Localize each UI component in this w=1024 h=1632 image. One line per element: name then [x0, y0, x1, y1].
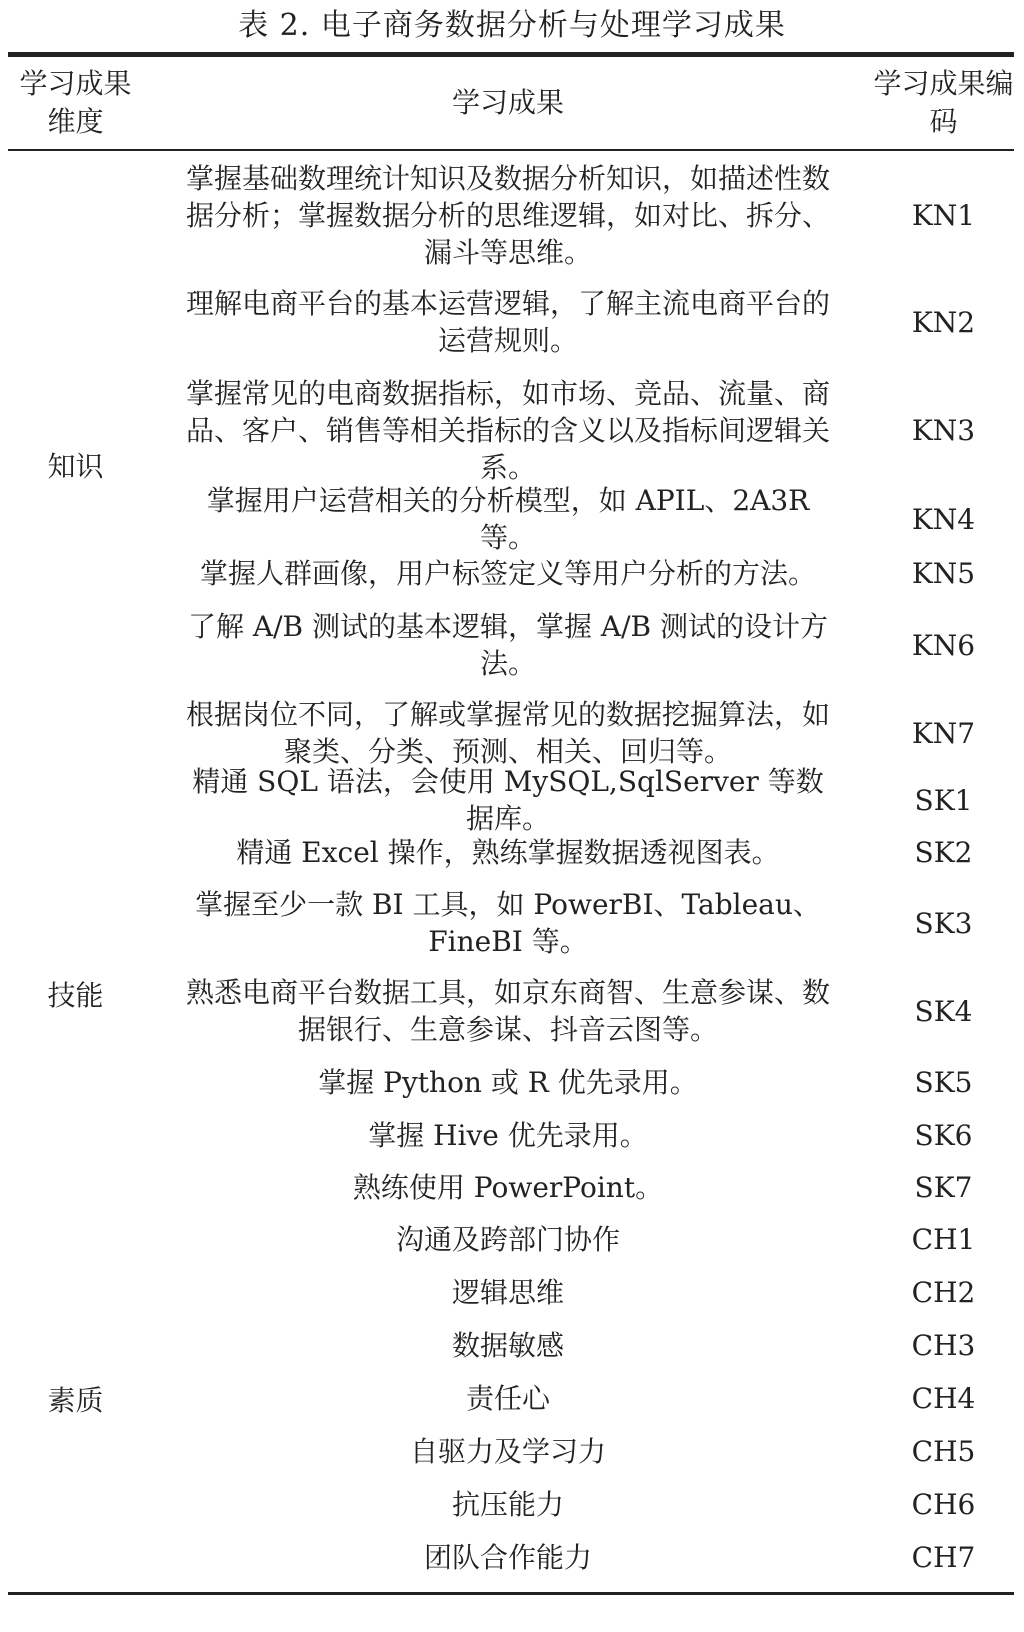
table-body [8, 151, 1014, 1584]
code-cell: KN1 [911, 198, 976, 232]
table-header [8, 57, 1014, 149]
header-code: 学习成果编码 [873, 67, 1014, 138]
group-skills [8, 765, 1014, 1213]
table-row [143, 825, 1014, 879]
outcome-cell: 根据岗位不同，了解或掌握常见的数据挖掘算法，如聚类、分类、预测、相关、回归等。 [185, 698, 830, 768]
table-row [143, 1372, 1014, 1425]
group-rows-skills [143, 765, 1014, 1213]
table-row [143, 879, 1014, 967]
group-label-skills: 技能 [47, 979, 104, 1012]
outcome-cell: 理解电商平台的基本运营逻辑，了解主流电商平台的运营规则。 [185, 287, 830, 357]
table-row [143, 275, 1014, 369]
outcome-cell: 掌握用户运营相关的分析模型，如 APIL、2A3R 等。 [206, 484, 810, 554]
table-row [143, 1055, 1014, 1109]
outcome-cell: 沟通及跨部门协作 [395, 1223, 620, 1256]
code-cell: SK3 [914, 906, 973, 940]
outcome-cell: 了解 A/B 测试的基本逻辑，掌握 A/B 测试的设计方法。 [187, 610, 829, 680]
outcome-cell: 数据敏感 [451, 1329, 564, 1362]
group-knowledge [8, 155, 1014, 775]
outcome-cell: 团队合作能力 [423, 1541, 592, 1574]
group-label-knowledge: 知识 [47, 450, 104, 483]
table-row [143, 1161, 1014, 1213]
outcome-cell: 掌握基础数理统计知识及数据分析知识，如描述性数据分析；掌握数据分析的思维逻辑，如对比、拆分、漏斗等思维。 [185, 161, 830, 269]
code-cell: SK6 [914, 1118, 973, 1152]
table-row [143, 1266, 1014, 1319]
outcome-cell: 责任心 [465, 1382, 550, 1415]
header-outcome: 学习成果 [451, 86, 564, 119]
group-label-qualities: 素质 [47, 1383, 104, 1417]
table-row [143, 599, 1014, 691]
header-dimension: 学习成果维度 [19, 67, 132, 138]
code-cell: CH4 [911, 1382, 976, 1415]
code-cell: SK5 [914, 1065, 973, 1099]
code-cell: CH2 [911, 1276, 976, 1309]
group-qualities [8, 1213, 1014, 1584]
table-caption: 表 2. 电子商务数据分析与处理学习成果 [238, 8, 786, 43]
code-cell: CH5 [911, 1435, 976, 1468]
table-row [143, 547, 1014, 599]
outcome-cell: 逻辑思维 [451, 1276, 564, 1309]
outcome-cell: 掌握 Hive 优先录用。 [368, 1118, 648, 1152]
code-cell: CH3 [911, 1329, 976, 1362]
table-row [143, 765, 1014, 835]
code-cell: SK2 [914, 835, 973, 869]
group-rows-knowledge [143, 155, 1014, 775]
outcome-cell: 掌握常见的电商数据指标，如市场、竞品、流量、商品、客户、销售等相关指标的含义以及指标间逻辑关系。 [185, 376, 830, 484]
outcome-cell: 掌握 Python 或 R 优先录用。 [318, 1065, 698, 1099]
outcome-cell: 熟练使用 PowerPoint。 [352, 1170, 664, 1204]
outcome-cell: 抗压能力 [451, 1488, 564, 1521]
code-cell: CH6 [911, 1488, 976, 1521]
table-row [143, 1531, 1014, 1584]
table-row [143, 1425, 1014, 1478]
code-cell: KN5 [911, 556, 976, 590]
code-cell: KN2 [911, 305, 976, 339]
table-row [143, 967, 1014, 1055]
table-row [143, 1478, 1014, 1531]
code-cell: CH1 [911, 1223, 976, 1256]
code-cell: KN4 [911, 502, 976, 536]
code-cell: SK4 [914, 994, 973, 1028]
outcome-cell: 掌握至少一款 BI 工具，如 PowerBI、Tableau、FineBI 等。 [195, 888, 821, 958]
code-cell: KN6 [911, 628, 976, 662]
code-cell: SK7 [914, 1170, 973, 1204]
group-rows-qualities [143, 1213, 1014, 1584]
table-row [143, 484, 1014, 554]
table-row [143, 1319, 1014, 1372]
outcome-cell: 自驱力及学习力 [409, 1435, 606, 1468]
code-cell: KN7 [911, 716, 976, 750]
outcome-cell: 精通 SQL 语法，会使用 MySQL,SqlServer 等数据库。 [192, 765, 824, 835]
table-row [143, 155, 1014, 275]
bottom-rule [8, 1592, 1014, 1595]
code-cell: KN3 [911, 413, 976, 447]
code-cell: SK1 [914, 783, 973, 817]
table-row [143, 1109, 1014, 1161]
outcome-cell: 精通 Excel 操作，熟练掌握数据透视图表。 [236, 835, 780, 869]
outcome-cell: 熟悉电商平台数据工具，如京东商智、生意参谋、数据银行、生意参谋、抖音云图等。 [185, 976, 830, 1046]
code-cell: CH7 [911, 1541, 976, 1574]
table-row [143, 1213, 1014, 1266]
learning-outcomes-table [8, 52, 1014, 1595]
table-row [143, 369, 1014, 491]
outcome-cell: 掌握人群画像，用户标签定义等用户分析的方法。 [199, 556, 816, 590]
